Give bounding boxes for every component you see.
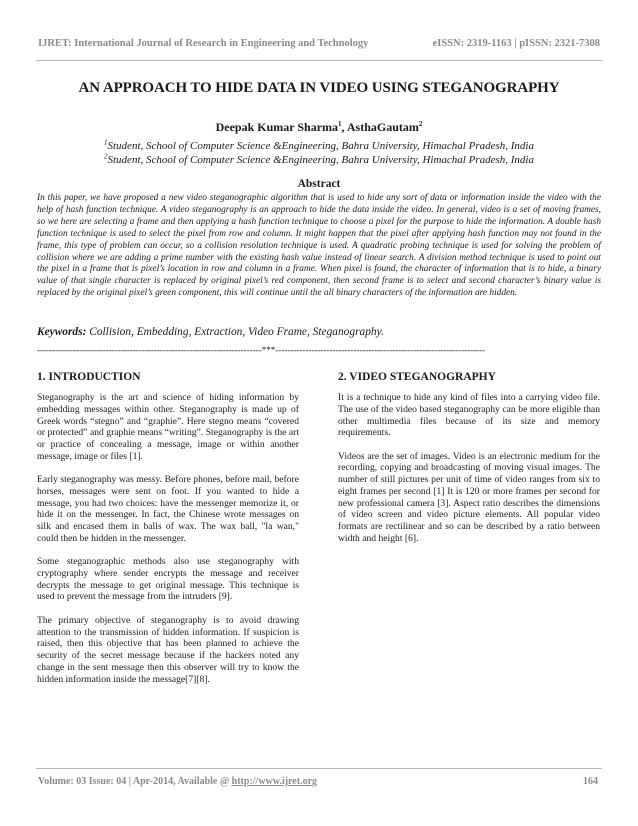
affiliation-2 [0,154,638,166]
paper-title: AN APPROACH TO HIDE DATA IN VIDEO USING STEGANOGRAPHY [78,80,560,96]
keywords-text: Collision, Embedding, Extraction, Video Frame, Steganography. [89,326,384,338]
footer-rule [36,768,602,769]
author-1: Deepak Kumar Sharma [215,120,339,134]
introduction-paragraph-1: Steganography is the art and science of hiding information by embedding messages within other. Steganography is made up of Greek words “stegno” and “graphie”. Here stegno means “covered or protected” and graphie means “writing”. Steganography is the art or practice of concealing a message, image or within another message, image or files [1]. [37,392,299,462]
keywords-label: Keywords: [37,326,87,338]
footer-issue-text: Volume: 03 Issue: 04 | Apr-2014, Available @ [38,776,232,787]
journal-website-link[interactable]: http://www.ijret.org [231,776,318,787]
video-steganography-paragraph-1: It is a technique to hide any kind of files into a carrying video file. The use of the video based steganography can be more eligible than other multimedia files because of its size and memory requirements. [338,392,600,439]
video-steganography-paragraph-2: Videos are the set of images. Video is an electronic medium for the recording, copying and broadcasting of moving visual images. The number of still pictures per unit of time of video ranges from six to eight frames per second [1] It is 120 or more frames per second for new professional camera [3]. Aspect ratio describes the dimensions of video screen and video picture elements. All popular video formats are rectilinear and so can be described by a ratio between width and height [6]. [338,450,600,544]
journal-name: IJRET: International Journal of Research in Engineering and Technology [38,38,369,49]
running-footer [38,776,598,787]
keywords [37,326,601,338]
author-1-sup: 1 [338,120,342,128]
author-line [0,120,638,135]
author-separator: , [341,120,347,134]
author-2-sup: 2 [418,120,423,128]
affiliation-1-text: Student, School of Computer Science &Engineering, Bahra University, Himachal Pradesh, India [107,140,534,152]
author-2: AsthaGautam [346,120,419,134]
introduction-paragraph-2: Early steganography was messy. Before phones, before mail, before horses, messages were sent on foot. If you wanted to hide a message, you had two choices: have the messenger memorize it, or hide it on the messenger. In fact, the Chinese wrote messages on silk and encased them in balls of wax. The wax ball, "la wan," could then be hidden in the messenger. [37,474,299,544]
affiliation-1 [0,140,638,152]
affiliation-2-sup: 2 [104,152,108,161]
page-number: 164 [583,776,598,787]
left-column [37,371,299,697]
right-column [338,371,600,556]
introduction-heading: 1. INTRODUCTION [37,371,141,383]
affiliation-2-text: Student, School of Computer Science &Engineering, Bahra University, Himachal Pradesh, India [107,154,534,166]
running-header [38,38,600,49]
video-steganography-heading: 2. VIDEO STEGANOGRAPHY [338,371,496,383]
abstract-heading: Abstract [297,178,341,190]
introduction-paragraph-3: Some steganographic methods also use steganography with cryptography where sender encrypts the message and receiver decrypts the message to get original message. This technique is used to prevent the message from the intruders [9]. [37,556,299,603]
footer-issue [38,776,317,787]
issn-info: eISSN: 2319-1163 | pISSN: 2321-7308 [432,38,600,49]
abstract-body: In this paper, we have proposed a new video steganographic algorithm that is used to hide any sort of data or information inside the video with the help of hash function technique. A video steganography is an approach to hide the data inside the video. In general, video is a set of moving frames, so we here are selecting a frame and then applying a hash function technique to choose a pixel for the purpose to hide the information. A double hash function technique is used to select the pixel from row and column. It might happen that the pixel after applying hash function may not found in the frame, this type of problem can occur, so a collision resolution technique is used. A quadratic probing technique is used for solving the problem of collision where we are adding a prime number with the existing hash value instead of linear search. A division method technique is used to point out the pixel in a frame that is pixel’s location in row and column in a frame. When pixel is found, the character of information that is to hide, a binary value of that single character is replaced by original pixel’s red component, then second frame is to select and second character’s binary value is replaced by the original pixel’s green component, this will continue until the all binary characters of the information are hidden. [37,193,601,299]
header-rule [36,60,602,61]
affiliation-1-sup: 1 [104,138,108,147]
section-separator: ---------------------------------------------------------------------------***---------------------------------------------------------------------- [37,345,486,355]
introduction-paragraph-4: The primary objective of steganography is to avoid drawing attention to the transmission of hidden information. If suspicion is raised, then this objective that has been planned to achieve the security of the secret message because if the hackers noted any change in the sent message then this observer will try to know the hidden information inside the message[7][8]. [37,614,299,685]
